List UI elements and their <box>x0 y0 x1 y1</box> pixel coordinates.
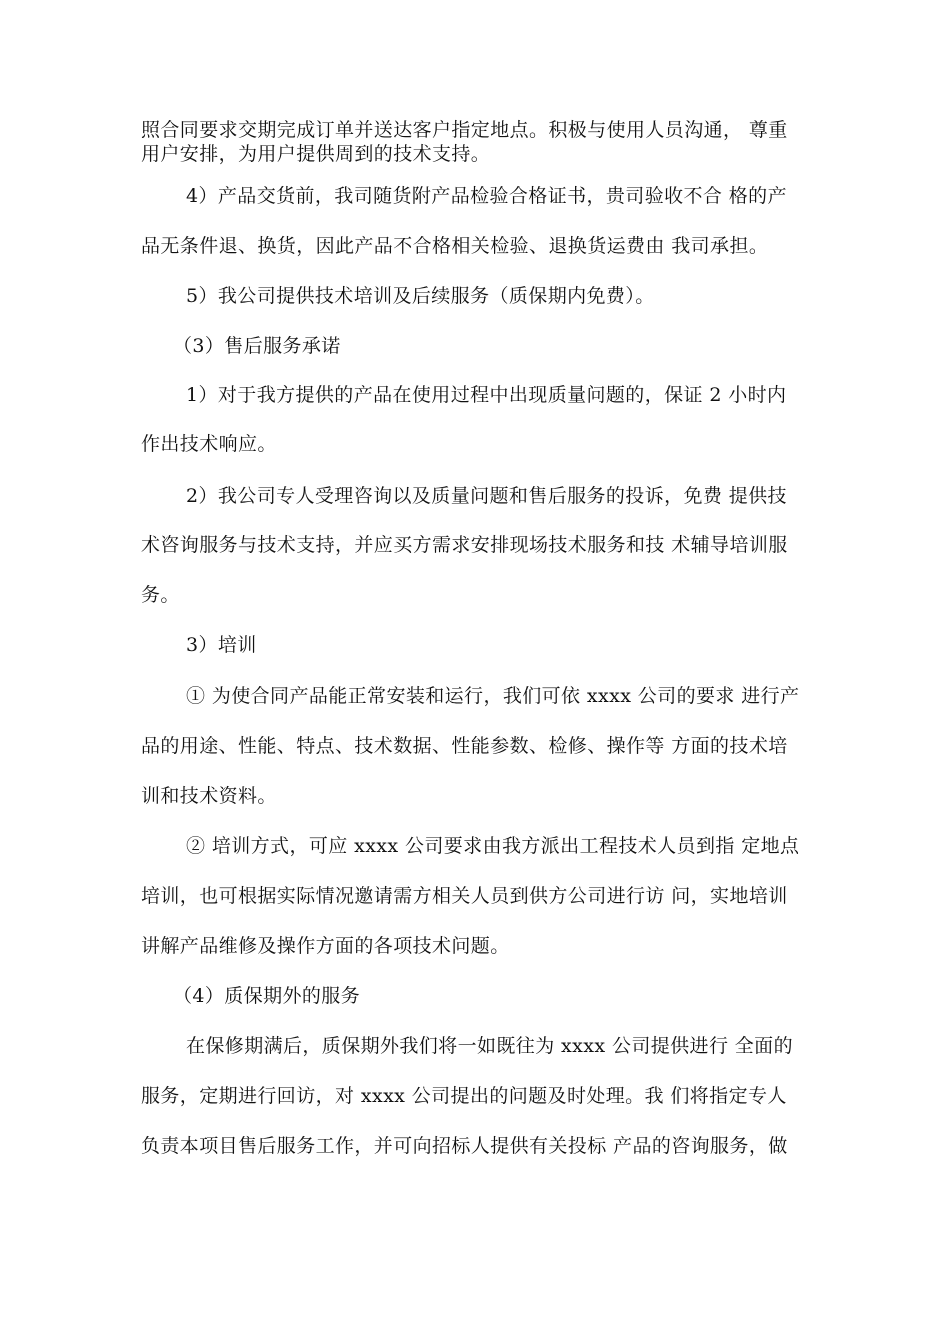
text-line: 培训，也可根据实际情况邀请需方相关人员到供方公司进行访 问，实地培训 <box>141 885 788 907</box>
text-line: 4）产品交货前，我司随货附产品检验合格证书，贵司验收不合 格的产 <box>186 185 787 207</box>
text-line: 讲解产品维修及操作方面的各项技术问题。 <box>141 935 510 957</box>
text-line: 1）对于我方提供的产品在使用过程中出现质量问题的，保证 2 小时内 <box>186 384 787 406</box>
text-line: 用户安排，为用户提供周到的技术支持。 <box>141 143 491 165</box>
text-line: 照合同要求交期完成订单并送达客户指定地点。积极与使用人员沟通， 尊重 <box>141 119 788 141</box>
text-line: 在保修期满后，质保期外我们将一如既往为 xxxx 公司提供进行 全面的 <box>186 1035 793 1057</box>
text-line: 负责本项目售后服务工作，并可向招标人提供有关投标 产品的咨询服务，做 <box>141 1135 788 1157</box>
section-heading: （3）售后服务承诺 <box>173 335 341 357</box>
section-heading: （4）质保期外的服务 <box>173 985 361 1007</box>
text-line: 务。 <box>141 584 180 606</box>
text-line: 品无条件退、换货，因此产品不合格相关检验、退换货运费由 我司承担。 <box>141 235 769 257</box>
text-line: 3）培训 <box>186 634 257 656</box>
text-line: 训和技术资料。 <box>141 785 277 807</box>
text-line: 服务，定期进行回访，对 xxxx 公司提出的问题及时处理。我 们将指定专人 <box>141 1085 787 1107</box>
text-line: 5）我公司提供技术培训及后续服务（质保期内免费）。 <box>186 285 655 307</box>
text-line: 术咨询服务与技术支持，并应买方需求安排现场技术服务和技 术辅导培训服 <box>141 534 788 556</box>
text-line: 品的用途、性能、特点、技术数据、性能参数、检修、操作等 方面的技术培 <box>141 735 788 757</box>
text-line: 作出技术响应。 <box>141 433 277 455</box>
text-line: ① 为使合同产品能正常安装和运行，我们可依 xxxx 公司的要求 进行产 <box>186 685 800 707</box>
text-line: 2）我公司专人受理咨询以及质量问题和售后服务的投诉，免费 提供技 <box>186 485 787 507</box>
text-line: ② 培训方式，可应 xxxx 公司要求由我方派出工程技术人员到指 定地点 <box>186 835 800 857</box>
